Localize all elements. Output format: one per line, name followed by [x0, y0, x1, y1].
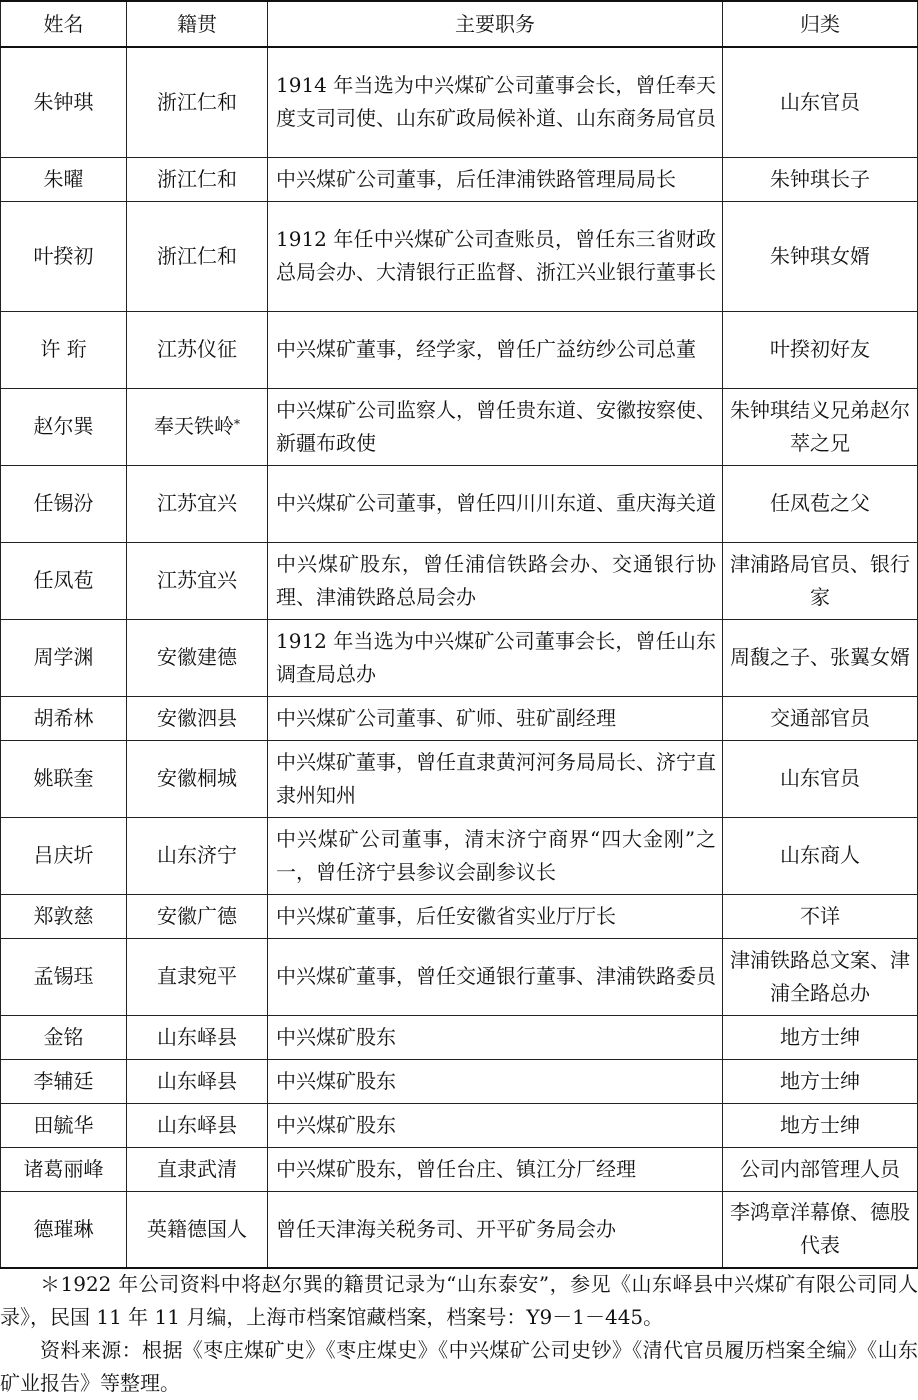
- footnote-mark: *: [234, 417, 240, 431]
- header-origin: 籍贯: [127, 1, 268, 47]
- table-row: [1, 465, 918, 542]
- table-row: [1, 311, 918, 388]
- cell-category: 叶揆初好友: [723, 311, 918, 388]
- cell-category: 周馥之子、张翼女婿: [723, 619, 918, 696]
- cell-name: 叶揆初: [1, 201, 127, 311]
- cell-origin: 安徽桐城: [127, 740, 268, 817]
- table-row: [1, 1103, 918, 1147]
- cell-name: 任凤苞: [1, 542, 127, 619]
- table-row: [1, 740, 918, 817]
- cell-name: 金铭: [1, 1015, 127, 1059]
- cell-origin: 江苏仪征: [127, 311, 268, 388]
- cell-category: 公司内部管理人员: [723, 1147, 918, 1191]
- header-name: 姓名: [1, 1, 127, 47]
- cell-duty: 中兴煤矿公司董事，曾任四川川东道、重庆海关道: [268, 465, 723, 542]
- table-row: [1, 1059, 918, 1103]
- table-row: [1, 938, 918, 1015]
- cell-duty: 中兴煤矿股东: [268, 1059, 723, 1103]
- cell-category: 地方士绅: [723, 1059, 918, 1103]
- table-row: [1, 47, 918, 157]
- cell-duty: 中兴煤矿股东，曾任浦信铁路会办、交通银行协理、津浦铁路总局会办: [268, 542, 723, 619]
- cell-category: 不详: [723, 894, 918, 938]
- cell-name: 姚联奎: [1, 740, 127, 817]
- cell-name: 朱曜: [1, 157, 127, 201]
- table-row: [1, 157, 918, 201]
- cell-origin: 安徽泗县: [127, 696, 268, 740]
- cell-name: 郑敦慈: [1, 894, 127, 938]
- cell-origin: 浙江仁和: [127, 157, 268, 201]
- cell-origin: 江苏宜兴: [127, 465, 268, 542]
- cell-duty: 曾任天津海关税务司、开平矿务局会办: [268, 1191, 723, 1268]
- table-row: [1, 1147, 918, 1191]
- cell-origin: 直隶武清: [127, 1147, 268, 1191]
- cell-duty: 1912 年任中兴煤矿公司查账员，曾任东三省财政总局会办、大清银行正监督、浙江兴业银行董事长: [268, 201, 723, 311]
- cell-duty: 中兴煤矿公司董事，后任津浦铁路管理局局长: [268, 157, 723, 201]
- cell-origin: 直隶宛平: [127, 938, 268, 1015]
- header-duty: 主要职务: [268, 1, 723, 47]
- header-category: 归类: [723, 1, 918, 47]
- cell-duty: 中兴煤矿董事，曾任交通银行董事、津浦铁路委员: [268, 938, 723, 1015]
- table-row: [1, 696, 918, 740]
- cell-category: 任凤苞之父: [723, 465, 918, 542]
- cell-origin: [127, 388, 268, 465]
- cell-origin: 山东峄县: [127, 1059, 268, 1103]
- cell-origin: 安徽建德: [127, 619, 268, 696]
- cell-category: 交通部官员: [723, 696, 918, 740]
- cell-category: 李鸿章洋幕僚、德股代表: [723, 1191, 918, 1268]
- cell-duty: 中兴煤矿股东: [268, 1015, 723, 1059]
- cell-duty: 中兴煤矿公司监察人，曾任贵东道、安徽按察使、新疆布政使: [268, 388, 723, 465]
- cell-name: 田毓华: [1, 1103, 127, 1147]
- table-row: [1, 1015, 918, 1059]
- cell-origin: 山东峄县: [127, 1015, 268, 1059]
- cell-name: 许 珩: [1, 311, 127, 388]
- cell-name: 诸葛丽峰: [1, 1147, 127, 1191]
- source-note: 资料来源：根据《枣庄煤矿史》《枣庄煤史》《中兴煤矿公司史钞》《清代官员履历档案全编》《山东矿业报告》等整理。: [0, 1338, 918, 1395]
- cell-duty: 中兴煤矿公司董事、矿师、驻矿副经理: [268, 696, 723, 740]
- cell-category: 津浦铁路总文案、津浦全路总办: [723, 938, 918, 1015]
- cell-duty: 中兴煤矿董事，曾任直隶黄河河务局局长、济宁直隶州知州: [268, 740, 723, 817]
- cell-category: 津浦路局官员、银行家: [723, 542, 918, 619]
- table-row: [1, 817, 918, 894]
- cell-duty: 中兴煤矿股东，曾任台庄、镇江分厂经理: [268, 1147, 723, 1191]
- cell-name: 胡希林: [1, 696, 127, 740]
- table-header-row: [1, 1, 918, 47]
- cell-duty: 中兴煤矿股东: [268, 1103, 723, 1147]
- cell-name: 周学渊: [1, 619, 127, 696]
- table-row: [1, 1191, 918, 1268]
- table-row: [1, 542, 918, 619]
- table-notes: [0, 1268, 918, 1400]
- cell-name: 德璀琳: [1, 1191, 127, 1268]
- cell-category: 朱钟琪长子: [723, 157, 918, 201]
- cell-origin: 山东济宁: [127, 817, 268, 894]
- cell-duty: 中兴煤矿董事，经学家，曾任广益纺纱公司总董: [268, 311, 723, 388]
- table-row: [1, 201, 918, 311]
- cell-name: 任锡汾: [1, 465, 127, 542]
- cell-origin: 浙江仁和: [127, 201, 268, 311]
- cell-origin: 山东峄县: [127, 1103, 268, 1147]
- cell-category: 地方士绅: [723, 1103, 918, 1147]
- cell-name: 吕庆圻: [1, 817, 127, 894]
- cell-origin: 安徽广德: [127, 894, 268, 938]
- cell-category: 山东官员: [723, 740, 918, 817]
- cell-origin-text: 奉天铁岭: [154, 414, 234, 438]
- table-row: [1, 619, 918, 696]
- cell-duty: 中兴煤矿公司董事，清末济宁商界“四大金刚”之一，曾任济宁县参议会副参议长: [268, 817, 723, 894]
- table-row: [1, 388, 918, 465]
- footnote: ＊1922 年公司资料中将赵尔巽的籍贯记录为“山东泰安”，参见《山东峄县中兴煤矿有限公司同人录》，民国 11 年 11 月编，上海市档案馆藏档案，档案号：Y9－1－445。: [0, 1272, 918, 1329]
- cell-name: 赵尔巽: [1, 388, 127, 465]
- cell-origin: 英籍德国人: [127, 1191, 268, 1268]
- cell-category: 山东官员: [723, 47, 918, 157]
- cell-duty: 1912 年当选为中兴煤矿公司董事会长，曾任山东调查局总办: [268, 619, 723, 696]
- cell-name: 李辅廷: [1, 1059, 127, 1103]
- cell-category: 山东商人: [723, 817, 918, 894]
- cell-origin: 浙江仁和: [127, 47, 268, 157]
- cell-duty: 中兴煤矿董事，后任安徽省实业厅厅长: [268, 894, 723, 938]
- cell-category: 朱钟琪结义兄弟赵尔萃之兄: [723, 388, 918, 465]
- cell-category: 朱钟琪女婿: [723, 201, 918, 311]
- cell-category: 地方士绅: [723, 1015, 918, 1059]
- cell-name: 朱钟琪: [1, 47, 127, 157]
- table-row: [1, 894, 918, 938]
- cell-name: 孟锡珏: [1, 938, 127, 1015]
- cell-origin: 江苏宜兴: [127, 542, 268, 619]
- cell-duty: 1914 年当选为中兴煤矿公司董事会长，曾任奉天度支司司使、山东矿政局候补道、山东商务局官员: [268, 47, 723, 157]
